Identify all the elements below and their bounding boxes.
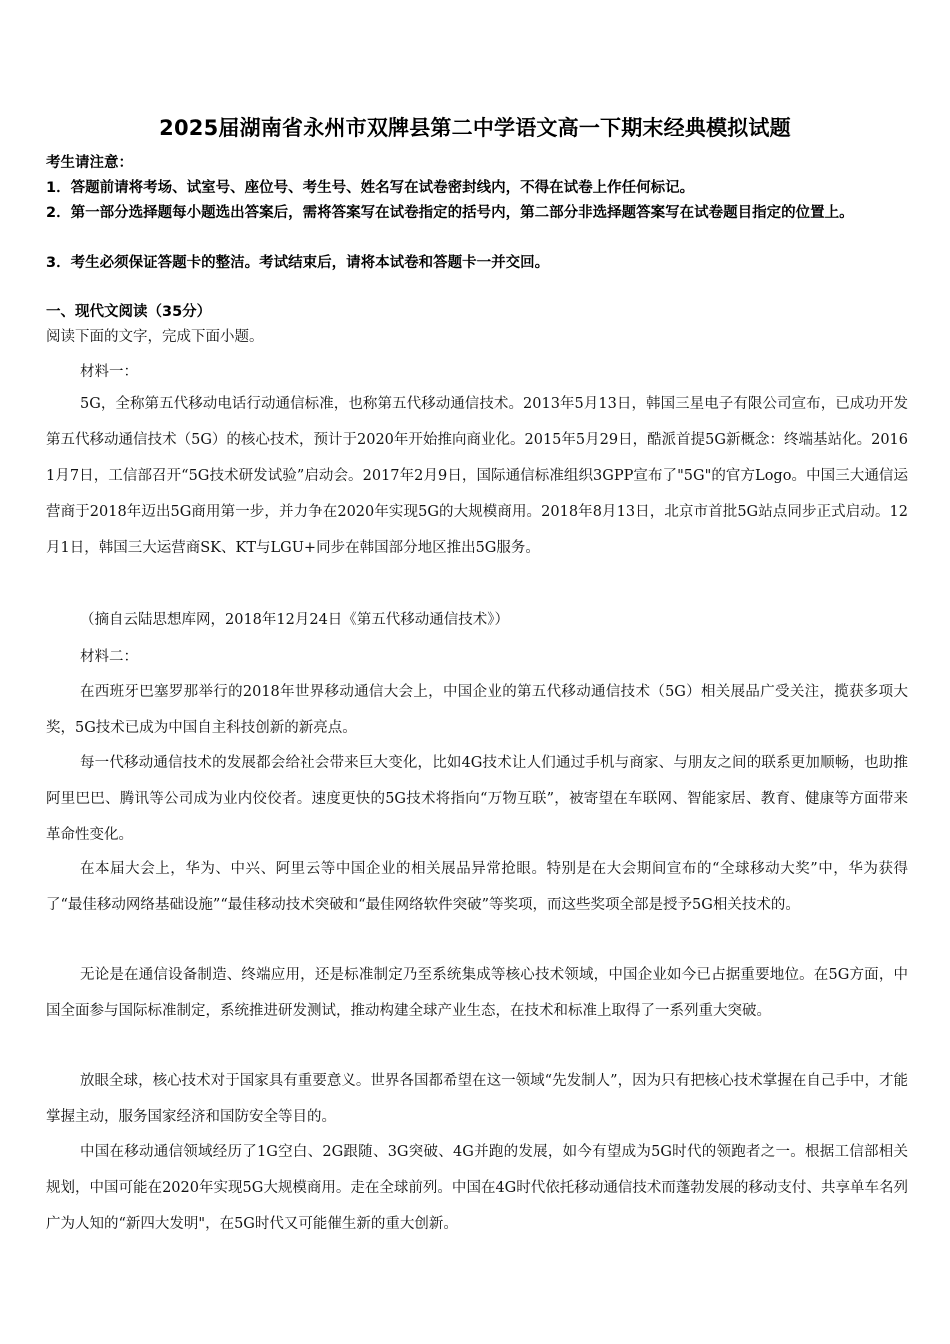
notice-heading: 考生请注意： xyxy=(46,155,133,171)
notice-item-3: 3．考生必须保证答题卡的整洁。考试结束后，请将本试卷和答题卡一并交回。 xyxy=(46,255,550,271)
exam-title: 2025届湖南省永州市双牌县第二中学语文高一下期末经典模拟试题 xyxy=(159,116,791,140)
notice-item-1: 1．答题前请将考场、试室号、座位号、考生号、姓名写在试卷密封线内，不得在试卷上作任何标记。 xyxy=(46,180,695,196)
material-2-paragraph-6: 中国在移动通信领域经历了1G空白、2G跟随、3G突破、4G并跑的发展，如今有望成为5G时代的领跑者之一。根据工信部相关规划，中国可能在2020年实现5G大规模商用。走在全球前列。中国在4G时代依托移动通信技术而蓬勃发展的移动支付、共享单车名列广为人知的“新四大发明"，在5G时代又可能催生新的重大创新。 xyxy=(46,1144,908,1232)
material-2-paragraph-2: 每一代移动通信技术的发展都会给社会带来巨大变化，比如4G技术让人们通过手机与商家、与朋友之间的联系更加顺畅，也助推阿里巴巴、腾讯等公司成为业内佼佼者。速度更快的5G技术将指向“万物互联”，被寄望在车联网、智能家居、教育、健康等方面带来革命性变化。 xyxy=(46,755,908,843)
material-2-paragraph-3: 在本届大会上，华为、中兴、阿里云等中国企业的相关展品异常抢眼。特别是在大会期间宣布的“全球移动大奖”中，华为获得了“最佳移动网络基础设施”“最佳移动技术突破和“最佳网络软件突破”等奖项，而这些奖项全部是授予5G相关技术的。 xyxy=(46,861,908,913)
material-2-paragraph-1: 在西班牙巴塞罗那举行的2018年世界移动通信大会上，中国企业的第五代移动通信技术（5G）相关展品广受关注，揽获多项大奖，5G技术已成为中国自主科技创新的新亮点。 xyxy=(46,684,908,736)
section-heading: 一、现代文阅读（35分） xyxy=(46,304,212,320)
material-1-label: 材料一： xyxy=(80,364,138,380)
material-1-paragraph: 5G，全称第五代移动电话行动通信标准，也称第五代移动通信技术。2013年5月13日，韩国三星电子有限公司宣布，已成功开发第五代移动通信技术（5G）的核心技术，预计于2020年开始推向商业化。2015年5月29日，酷派首提5G新概念：终端基站化。2016 1月7日，工信部召开“5G技术研发试验”启动会。2017年2月9日，国际通信标准组织3GPP宣布了"5G"的官方Logo。中国三大通信运营商于2018年迈出5G商用第一步，并力争在2020年实现5G的大规模商用。2018年8月13日，北京市首批5G站点同步正式启动。12月1日，韩国三大运营商SK、KT与LGU+同步在韩国部分地区推出5G服务。 xyxy=(46,396,908,556)
material-2-paragraph-4: 无论是在通信设备制造、终端应用，还是标准制定乃至系统集成等核心技术领域，中国企业如今已占据重要地位。在5G方面，中国全面参与国际标准制定，系统推进研发测试，推动构建全球产业生态，在技术和标准上取得了一系列重大突破。 xyxy=(46,967,908,1019)
section-intro: 阅读下面的文字，完成下面小题。 xyxy=(46,329,264,345)
material-2-label: 材料二： xyxy=(80,649,138,665)
notice-item-2: 2．第一部分选择题每小题选出答案后，需将答案写在试卷指定的括号内，第二部分非选择题答案写在试卷题目指定的位置上。 xyxy=(46,205,854,221)
material-2-paragraph-5: 放眼全球，核心技术对于国家具有重要意义。世界各国都希望在这一领域“先发制人”，因为只有把核心技术掌握在自己手中，才能掌握主动，服务国家经济和国防安全等目的。 xyxy=(46,1073,908,1125)
material-1-source: （摘自云陆思想库网，2018年12月24日《第五代移动通信技术》） xyxy=(80,612,510,628)
